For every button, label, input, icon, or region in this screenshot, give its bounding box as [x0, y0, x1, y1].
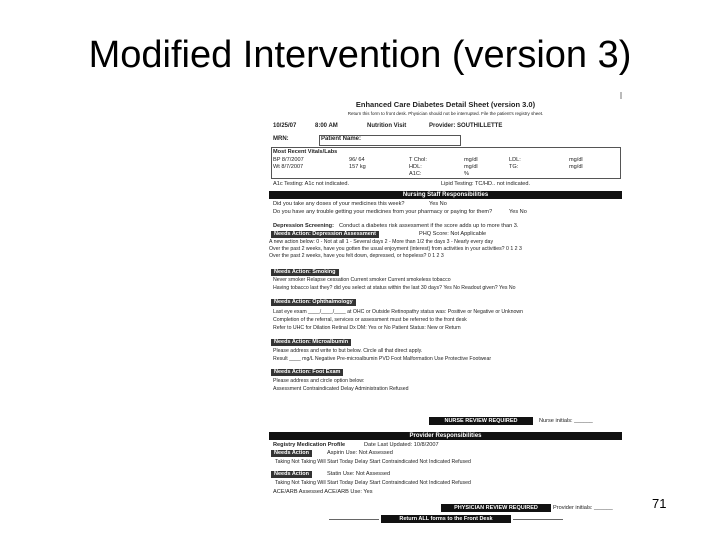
depression-line-3: Over the past 2 weeks, have you felt down, depressed, or hopeless? 0 1 2 3: [269, 253, 444, 259]
provider-initials: Provider initials: ______: [553, 505, 613, 511]
nursing-bar: Nursing Staff Responsibilities: [269, 191, 622, 199]
statin-needs-action: Needs Action: [271, 471, 312, 478]
return-right-rule: [513, 519, 563, 520]
slide-title: Modified Intervention (version 3): [88, 34, 632, 76]
aspirin-status: Aspirin Use: Not Assessed: [327, 450, 393, 456]
ophthalmology-line-1: Last eye exam ____/____/____ at OHC or Outside Retinopathy status was: Positive or Negative or Unknown: [273, 309, 524, 315]
a1c-testing: A1c Testing: A1c not indicated.: [273, 181, 350, 187]
microalbumin-line-2: Result ____ mg/L Negative Pre-microalbumin PVD Foot Malformation Use Protective Footwear: [273, 356, 492, 362]
question-1: Did you take any doses of your medicines this week?: [273, 201, 405, 207]
smoking-question: Having tobacco last they? did you select at status within the last 30 days? Yes No Readout given? Yes No: [273, 285, 516, 291]
sheet-title: Enhanced Care Diabetes Detail Sheet (version 3.0): [355, 100, 536, 109]
visit-time: 8:00 AM: [315, 123, 338, 129]
statin-options: Taking Not Taking Will Start Today Delay Start Contraindicated Not Indicated Refused: [275, 480, 471, 486]
phq-score: PHQ Score: Not Applicable: [419, 231, 487, 237]
visit-date: 10/25/07: [273, 123, 297, 129]
return-left-rule: [329, 519, 379, 520]
foot-needs-action: Needs Action: Foot Exam: [271, 369, 343, 376]
lipid-testing: Lipid Testing: TC/HD.. not indicated.: [441, 181, 531, 187]
wt-value: 157 kg: [349, 164, 366, 170]
ophthalmology-needs-action: Needs Action: Ophthalmology: [271, 299, 356, 306]
depression-needs-action: Needs Action: Depression Assessment: [271, 231, 379, 238]
return-forms-bar: Return ALL forms to the Front Desk: [381, 515, 511, 523]
ldl-label: LDL:: [509, 157, 521, 163]
tchol-label: T Chol:: [409, 157, 427, 163]
nurse-initials: Nurse initials: ______: [539, 418, 593, 424]
tg-unit: mg/dl: [569, 164, 583, 170]
question-2-options: Yes No: [509, 209, 527, 215]
patient-name-label: Patient Name:: [321, 136, 362, 142]
smoking-options: Never smoker Relapse cessation Current smoker Current smokeless tobacco: [273, 277, 451, 283]
depression-screening-label: Depression Screening:: [273, 223, 334, 229]
slide-page-number: 71: [652, 496, 667, 511]
wt-label: Wt 8/7/2007: [273, 164, 304, 170]
a1c-unit: %: [464, 171, 469, 177]
hdl-label: HDL:: [409, 164, 422, 170]
ldl-unit: mg/dl: [569, 157, 583, 163]
registry-medication-profile: Registry Medication Profile: [273, 442, 346, 448]
a1c-label: A1C:: [409, 171, 422, 177]
aspirin-options: Taking Not Taking Will Start Today Delay Start Contraindicated Not Indicated Refused: [275, 459, 471, 465]
mrn-label: MRN:: [273, 136, 289, 142]
depression-line-1: A new action below: 0 - Not at all 1 - Several days 2 - More than 1/2 the days 3 - Nearly every day: [269, 239, 494, 245]
question-1-options: Yes No: [429, 201, 447, 207]
statin-status: Statin Use: Not Assessed: [327, 471, 391, 477]
visit-type: Nutrition Visit: [367, 123, 407, 129]
provider-name: Provider: SOUTHILLETTE: [429, 123, 503, 129]
labs-title: Most Recent Vitals/Labs: [273, 149, 338, 155]
hdl-unit: mg/dl: [464, 164, 478, 170]
foot-line-1: Please address and circle option below:: [273, 378, 365, 384]
patient-name-box: [319, 135, 461, 146]
smoking-needs-action: Needs Action: Smoking: [271, 269, 339, 276]
microalbumin-line-1: Please address and write to but below. Circle all that direct apply.: [273, 348, 423, 354]
question-2: Do you have any trouble getting your medicines from your pharmacy or paying for them?: [273, 209, 493, 215]
ace-arb-row: ACE/ARB Assessed ACE/ARB Use: Yes: [273, 489, 373, 495]
depression-line-2: Over the past 2 weeks, have you gotten the usual enjoyment (interest) from activities in your activities? 0 1 2 3: [269, 246, 522, 252]
microalbumin-needs-action: Needs Action: Microalbumin: [271, 339, 351, 346]
bp-value: 96/ 64: [349, 157, 365, 163]
provider-bar: Provider Responsibilities: [269, 432, 622, 440]
diabetes-detail-sheet: [269, 99, 622, 524]
sheet-subtitle: Return this form to front desk. Physician should not be interrupted. File the patient's registry sheet.: [347, 111, 544, 116]
bp-label: BP 8/7/2007: [273, 157, 304, 163]
foot-line-2: Assessment Contraindicated Delay Administration Refused: [273, 386, 409, 392]
tg-label: TG:: [509, 164, 519, 170]
aspirin-needs-action: Needs Action: [271, 450, 312, 457]
ophthalmology-line-2: Completion of the referral, services or assessment must be referred to the front desk: [273, 317, 467, 323]
registry-date: Date Last Updated: 10/8/2007: [364, 442, 439, 448]
nurse-review-required: NURSE REVIEW REQUIRED: [429, 417, 533, 425]
tchol-unit: mg/dl: [464, 157, 478, 163]
depression-screening-text: Conduct a diabetes risk assessment if the score adds up to more than 3.: [339, 223, 519, 229]
physician-review-required: PHYSICIAN REVIEW REQUIRED: [441, 504, 551, 512]
ophthalmology-line-3: Refer to UHC for Dilation Retinal Dx DM: Yes or No Patient Status: New or Return: [273, 325, 461, 331]
